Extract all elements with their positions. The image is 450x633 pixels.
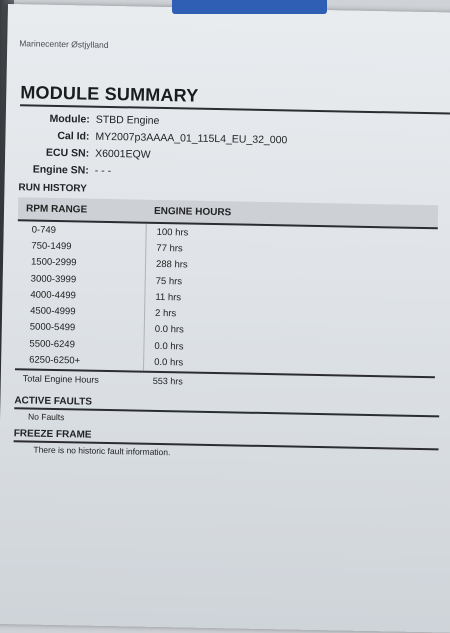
- engine-hours-cell: 11 hrs: [144, 289, 436, 311]
- ecu-sn-label: ECU SN:: [45, 146, 90, 160]
- rpm-range-cell: 5000-5499: [29, 321, 76, 334]
- module-value: STBD Engine: [95, 113, 160, 127]
- total-label: Total Engine Hours: [22, 373, 99, 385]
- rpm-range-cell: 0-749: [31, 224, 57, 236]
- engine-sn-row: [19, 163, 112, 177]
- ecu-sn-row: [19, 146, 151, 161]
- page-title: MODULE SUMMARY: [20, 82, 199, 106]
- module-label: Module:: [49, 112, 90, 126]
- rpm-range-cell: 4500-4999: [30, 305, 76, 318]
- active-faults-heading: ACTIVE FAULTS: [14, 395, 93, 408]
- rpm-range-cell: 750-1499: [31, 240, 72, 253]
- engine-hours-cell: 0.0 hrs: [143, 354, 435, 376]
- freeze-frame-text: There is no historic fault information.: [33, 444, 171, 458]
- cal-id-value: MY2007p3AAAA_01_115L4_EU_32_000: [95, 130, 288, 147]
- blue-folder-tab: [172, 0, 327, 14]
- engine-hours-cell: 0.0 hrs: [144, 321, 436, 343]
- engine-hours-cell: 2 hrs: [144, 305, 436, 327]
- brand-name: Marinecenter Østjylland: [19, 38, 109, 50]
- engine-sn-value: - - -: [94, 164, 112, 178]
- engine-hours-cell: 100 hrs: [145, 224, 437, 246]
- engine-hours-cell: 288 hrs: [145, 256, 437, 278]
- engine-hours-cell: 75 hrs: [145, 273, 437, 295]
- freeze-frame-heading: FREEZE FRAME: [13, 428, 92, 441]
- cal-id-label: Cal Id:: [57, 129, 90, 143]
- total-value: 553 hrs: [152, 375, 183, 387]
- rpm-range-cell: 5500-6249: [29, 338, 76, 351]
- run-history-table: [15, 197, 439, 394]
- rpm-range-cell: 1500-2999: [30, 256, 77, 269]
- document-page: [0, 4, 450, 633]
- engine-hours-cell: 0.0 hrs: [143, 338, 435, 360]
- active-faults-divider: [14, 407, 439, 417]
- ecu-sn-value: X6001EQW: [95, 147, 151, 161]
- rpm-range-header: RPM RANGE: [25, 202, 88, 216]
- active-faults-text: No Faults: [27, 411, 65, 423]
- run-history-heading: RUN HISTORY: [18, 182, 87, 195]
- engine-sn-label: Engine SN:: [32, 163, 89, 177]
- module-row: [20, 112, 160, 127]
- rpm-range-cell: 3000-3999: [30, 273, 77, 285]
- rpm-range-cell: 4000-4499: [30, 289, 76, 302]
- engine-hours-cell: 77 hrs: [145, 240, 437, 262]
- cal-id-row: [19, 129, 287, 146]
- rpm-range-cell: 6250-6250+: [29, 354, 81, 367]
- engine-hours-header: ENGINE HOURS: [153, 205, 232, 218]
